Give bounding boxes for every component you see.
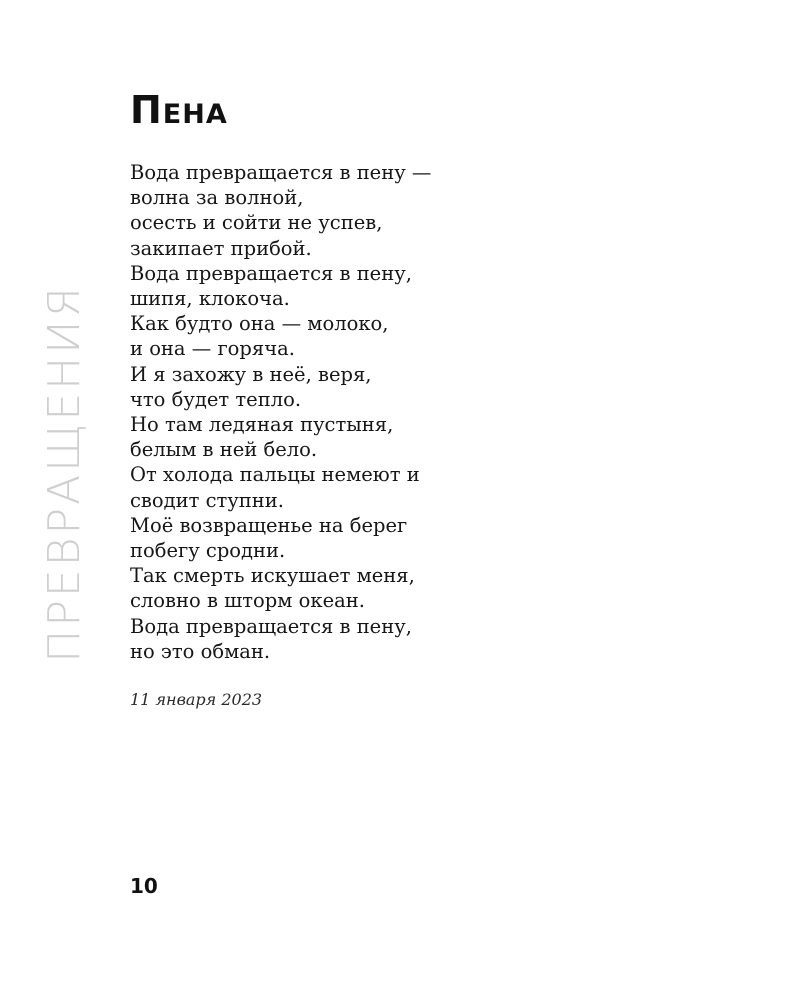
poem-line: но это обман. <box>130 639 271 663</box>
poem-line: От холода пальцы немеют и <box>130 463 420 487</box>
poem-line: волна за волной, <box>130 186 304 210</box>
poem-line: Вода превращается в пену, <box>130 614 412 638</box>
poem-line: сводит ступни. <box>130 488 285 512</box>
poem-line: побегу сродни. <box>130 539 286 563</box>
poem-line: Вода превращается в пену — <box>130 161 432 184</box>
poem-line: и она — горяча. <box>130 337 295 361</box>
poem-line: осесть и сойти не успев, <box>130 211 383 235</box>
poem-line: Как будто она — молоко, <box>130 312 389 336</box>
page-number: 10 <box>130 874 158 898</box>
poem-line: Но там ледяная пустыня, <box>130 413 394 437</box>
poem-line: словно в шторм океан. <box>130 589 365 613</box>
section-label-text: ПРЕВРАЩЕНИЯ <box>38 283 90 663</box>
poem-body <box>130 160 431 664</box>
poem-line: Так смерть искушает меня, <box>130 564 415 588</box>
poem-line: шипя, клокоча. <box>130 287 290 311</box>
poem-line: Моё возвращенье на берег <box>130 513 408 537</box>
poem-date: 11 января 2023 <box>130 690 263 709</box>
poem-line: белым в ней бело. <box>130 438 318 462</box>
poem-line: Вода превращается в пену, <box>130 261 412 285</box>
poem-title: Пена <box>130 88 228 132</box>
poem-line: И я захожу в неё, веря, <box>130 362 372 386</box>
poem-line: что будет тепло. <box>130 387 302 411</box>
poem-line: закипает прибой. <box>130 236 312 260</box>
section-label <box>36 283 92 663</box>
